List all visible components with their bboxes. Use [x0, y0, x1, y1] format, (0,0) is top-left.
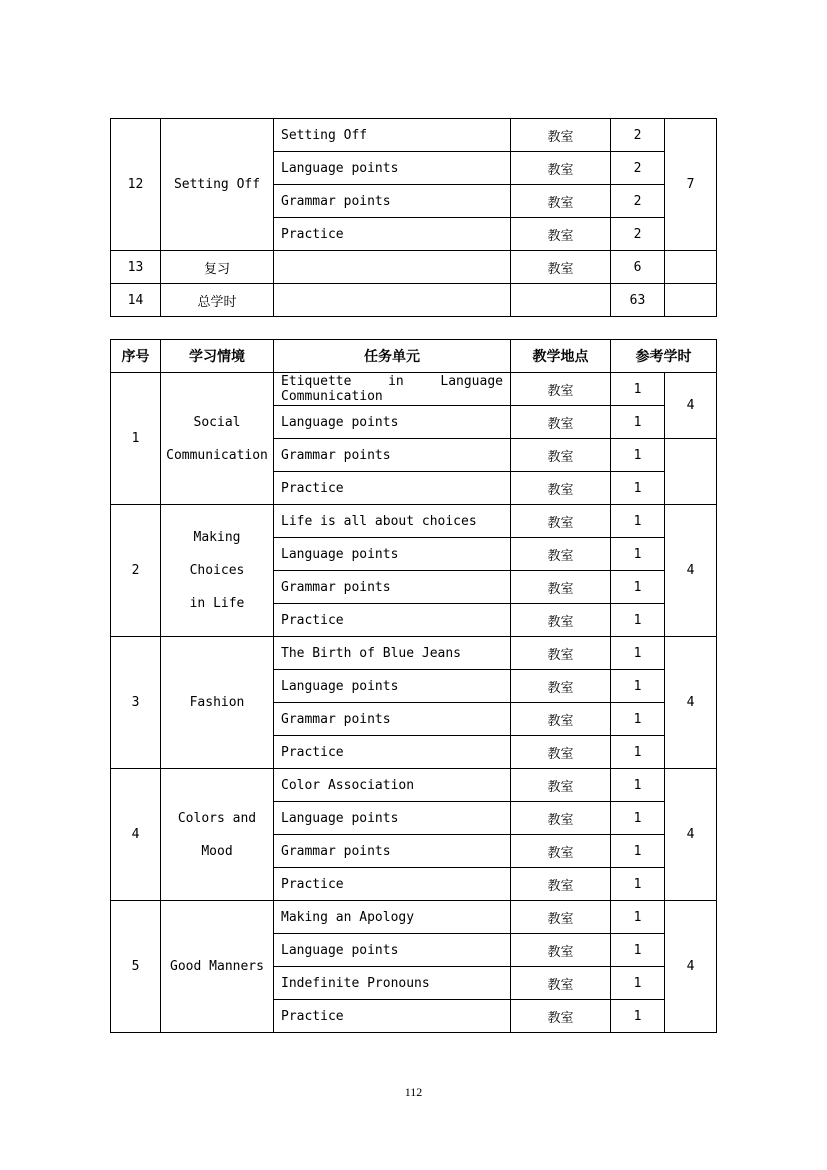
row-number: 2 — [111, 505, 161, 637]
task-unit: Practice — [274, 736, 511, 769]
teaching-place: 教室 — [511, 703, 611, 736]
table-row — [111, 119, 717, 152]
teaching-place: 教室 — [511, 670, 611, 703]
task-unit — [274, 251, 511, 284]
task-unit: Etiquette in Language Communication — [274, 373, 511, 406]
page-number: 112 — [404, 1085, 423, 1099]
header-number: 序号 — [111, 340, 161, 373]
task-unit: Practice — [274, 604, 511, 637]
row-number: 12 — [111, 119, 161, 251]
course-schedule-table — [110, 339, 717, 1033]
task-unit: Language points — [274, 406, 511, 439]
task-hours: 1 — [611, 934, 665, 967]
task-hours: 1 — [611, 472, 665, 505]
table-row — [111, 901, 717, 934]
task-hours: 1 — [611, 901, 665, 934]
learning-situation: Making Choices in Life — [161, 505, 274, 637]
teaching-place: 教室 — [511, 119, 611, 152]
teaching-place: 教室 — [511, 505, 611, 538]
teaching-place: 教室 — [511, 571, 611, 604]
task-unit: Grammar points — [274, 185, 511, 218]
task-unit: Language points — [274, 538, 511, 571]
teaching-place: 教室 — [511, 769, 611, 802]
total-hours — [665, 284, 717, 317]
task-unit: Life is all about choices — [274, 505, 511, 538]
task-hours: 1 — [611, 736, 665, 769]
teaching-place: 教室 — [511, 185, 611, 218]
task-hours: 1 — [611, 670, 665, 703]
header-hours: 参考学时 — [611, 340, 717, 373]
task-hours: 1 — [611, 571, 665, 604]
task-unit: Practice — [274, 218, 511, 251]
task-hours: 63 — [611, 284, 665, 317]
teaching-place: 教室 — [511, 218, 611, 251]
total-hours: 4 — [665, 637, 717, 769]
total-hours: 4 — [665, 769, 717, 901]
task-unit: Setting Off — [274, 119, 511, 152]
task-unit — [274, 284, 511, 317]
course-table-continued — [110, 118, 717, 317]
task-unit: Making an Apology — [274, 901, 511, 934]
task-hours: 1 — [611, 439, 665, 472]
task-hours: 1 — [611, 604, 665, 637]
task-hours: 1 — [611, 538, 665, 571]
teaching-place: 教室 — [511, 934, 611, 967]
table-row — [111, 505, 717, 538]
table-row — [111, 373, 717, 406]
teaching-place: 教室 — [511, 406, 611, 439]
task-hours: 1 — [611, 703, 665, 736]
task-unit: Practice — [274, 472, 511, 505]
row-number: 5 — [111, 901, 161, 1033]
task-unit: Language points — [274, 802, 511, 835]
teaching-place: 教室 — [511, 835, 611, 868]
total-hours: 4 — [665, 505, 717, 637]
table-row — [111, 769, 717, 802]
teaching-place — [511, 284, 611, 317]
teaching-place: 教室 — [511, 251, 611, 284]
task-hours: 1 — [611, 967, 665, 1000]
task-unit: Grammar points — [274, 571, 511, 604]
table-header-row — [111, 340, 717, 373]
task-unit: Color Association — [274, 769, 511, 802]
task-hours: 2 — [611, 185, 665, 218]
task-unit: Grammar points — [274, 835, 511, 868]
teaching-place: 教室 — [511, 439, 611, 472]
learning-situation: Colors and Mood — [161, 769, 274, 901]
task-hours: 1 — [611, 505, 665, 538]
learning-situation: Setting Off — [161, 119, 274, 251]
task-hours: 1 — [611, 373, 665, 406]
task-hours: 2 — [611, 152, 665, 185]
header-place: 教学地点 — [511, 340, 611, 373]
table-row — [111, 284, 717, 317]
table-row — [111, 251, 717, 284]
teaching-place: 教室 — [511, 901, 611, 934]
teaching-place: 教室 — [511, 802, 611, 835]
learning-situation: Good Manners — [161, 901, 274, 1033]
task-unit: Language points — [274, 152, 511, 185]
task-hours: 6 — [611, 251, 665, 284]
teaching-place: 教室 — [511, 637, 611, 670]
task-unit: The Birth of Blue Jeans — [274, 637, 511, 670]
teaching-place: 教室 — [511, 604, 611, 637]
learning-situation: Fashion — [161, 637, 274, 769]
task-unit: Indefinite Pronouns — [274, 967, 511, 1000]
task-hours: 2 — [611, 218, 665, 251]
task-unit: Practice — [274, 1000, 511, 1033]
teaching-place: 教室 — [511, 736, 611, 769]
empty-cell — [665, 439, 717, 505]
task-hours: 1 — [611, 769, 665, 802]
row-number: 3 — [111, 637, 161, 769]
row-number: 14 — [111, 284, 161, 317]
teaching-place: 教室 — [511, 1000, 611, 1033]
task-unit: Grammar points — [274, 703, 511, 736]
total-hours — [665, 251, 717, 284]
row-number: 1 — [111, 373, 161, 505]
header-situation: 学习情境 — [161, 340, 274, 373]
task-unit: Language points — [274, 934, 511, 967]
task-unit: Practice — [274, 868, 511, 901]
learning-situation: 复习 — [161, 251, 274, 284]
teaching-place: 教室 — [511, 373, 611, 406]
task-hours: 1 — [611, 637, 665, 670]
task-hours: 1 — [611, 802, 665, 835]
header-task-unit: 任务单元 — [274, 340, 511, 373]
task-unit: Grammar points — [274, 439, 511, 472]
task-unit: Language points — [274, 670, 511, 703]
total-hours: 4 — [665, 373, 717, 439]
row-number: 13 — [111, 251, 161, 284]
learning-situation: 总学时 — [161, 284, 274, 317]
teaching-place: 教室 — [511, 538, 611, 571]
total-hours: 4 — [665, 901, 717, 1033]
teaching-place: 教室 — [511, 967, 611, 1000]
teaching-place: 教室 — [511, 152, 611, 185]
task-hours: 1 — [611, 406, 665, 439]
task-hours: 2 — [611, 119, 665, 152]
table-row — [111, 637, 717, 670]
task-hours: 1 — [611, 835, 665, 868]
row-number: 4 — [111, 769, 161, 901]
teaching-place: 教室 — [511, 868, 611, 901]
total-hours: 7 — [665, 119, 717, 251]
task-hours: 1 — [611, 1000, 665, 1033]
teaching-place: 教室 — [511, 472, 611, 505]
task-hours: 1 — [611, 868, 665, 901]
learning-situation: Social Communication — [161, 373, 274, 505]
